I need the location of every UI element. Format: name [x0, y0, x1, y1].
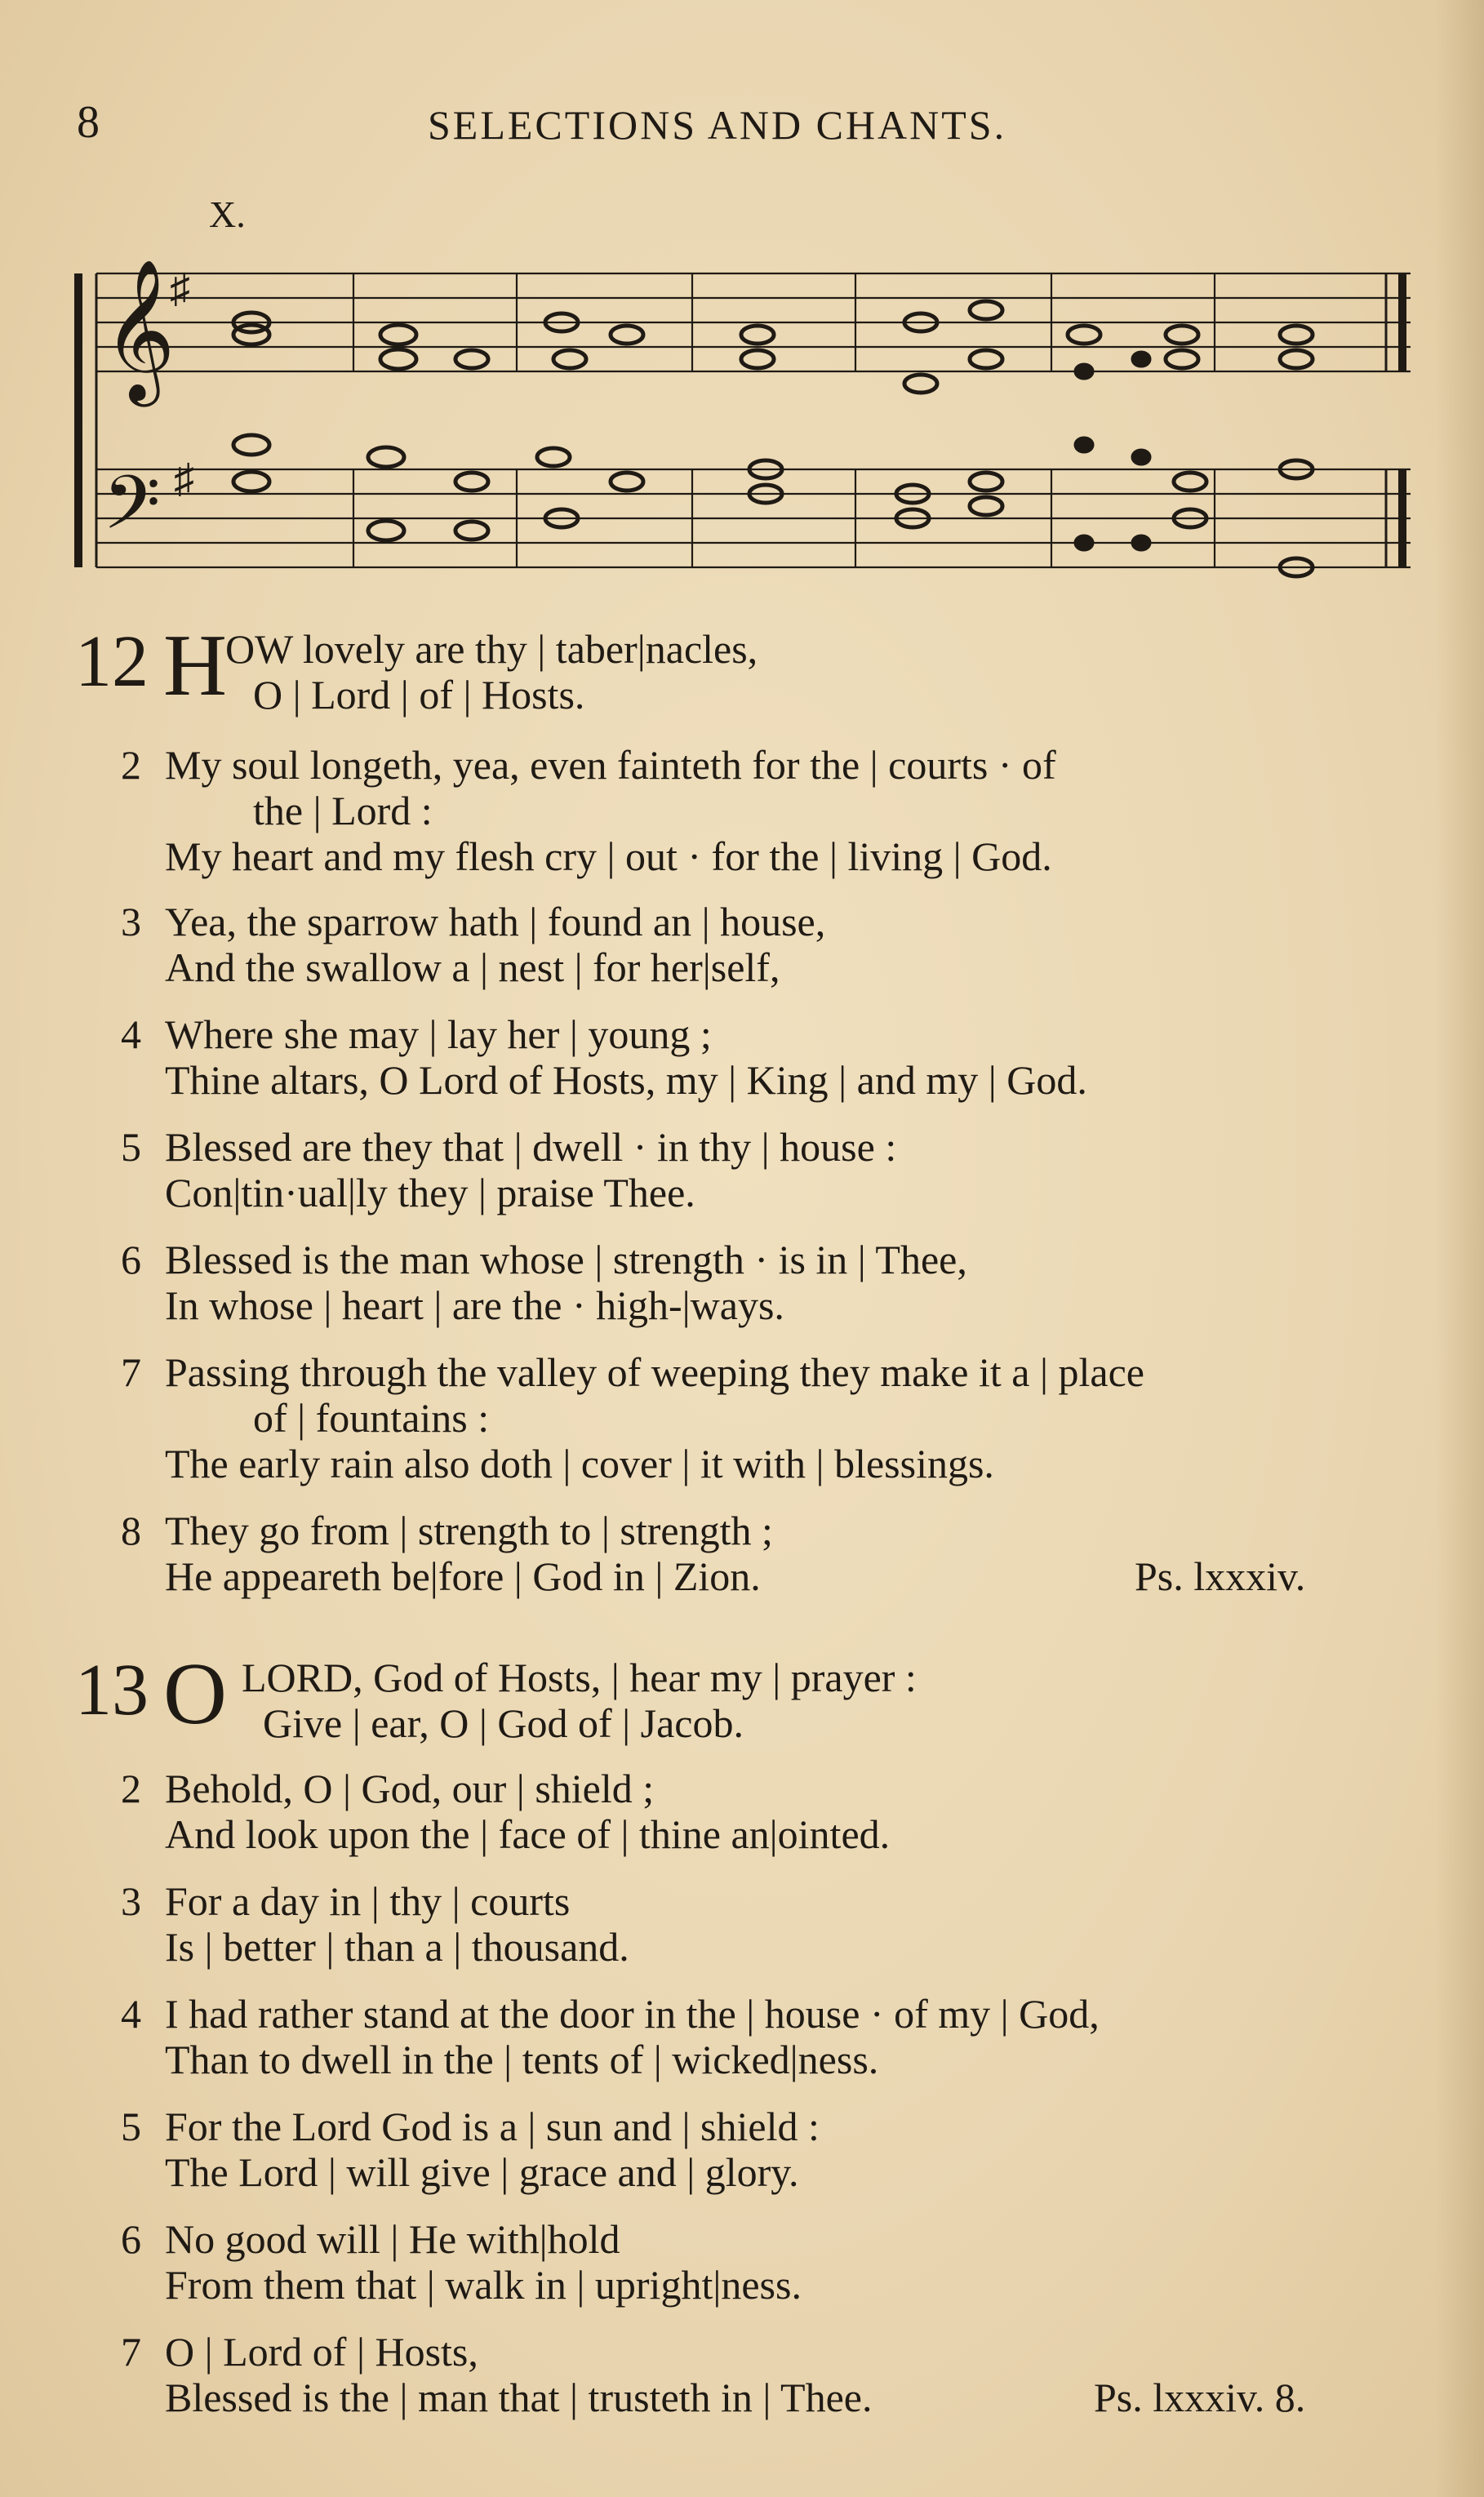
- drop-cap: O: [163, 1646, 227, 1743]
- svg-text:𝄞: 𝄞: [103, 259, 176, 401]
- svg-text:𝄢: 𝄢: [103, 460, 161, 564]
- verse-line: From them that | walk in | upright|ness.: [165, 2262, 802, 2308]
- verse-number: 5: [121, 1124, 141, 1170]
- psalm-number: 13: [75, 1650, 149, 1731]
- verse-number: 3: [121, 899, 141, 944]
- verse-line: LORD, God of Hosts, | hear my | prayer :: [242, 1655, 917, 1700]
- chant-music-score: [72, 233, 1419, 584]
- scripture-reference: Ps. lxxxiv. 8.: [1094, 2375, 1306, 2420]
- verse-line: Where she may | lay her | young ;: [165, 1011, 712, 1057]
- verse-number: 2: [121, 1766, 141, 1811]
- verse-number: 4: [121, 1991, 141, 2037]
- verse-line: My heart and my flesh cry | out · for the | living | God.: [165, 833, 1052, 879]
- verse-line: My soul longeth, yea, even fainteth for the | courts · of: [165, 742, 1056, 788]
- verse-line: In whose | heart | are the · high-|ways.: [165, 1282, 784, 1328]
- verse-line: OW lovely are thy | taber|nacles,: [225, 626, 758, 672]
- verse-line: of | fountains :: [253, 1395, 490, 1441]
- verse-line: Con|tin·ual|ly they | praise Thee.: [165, 1170, 695, 1215]
- verse-number: 6: [121, 1237, 141, 1282]
- verse-number: 8: [121, 1508, 141, 1553]
- psalm-number: 12: [75, 621, 149, 702]
- verse-line: Than to dwell in the | tents of | wicked|ness.: [165, 2037, 879, 2082]
- verse-number: 2: [121, 742, 141, 788]
- verse-line: Behold, O | God, our | shield ;: [165, 1766, 655, 1811]
- page-header: [77, 96, 1415, 153]
- verse-line: I had rather stand at the door in the | house · of my | God,: [165, 1991, 1100, 2037]
- verse-line: Blessed are they that | dwell · in thy | house :: [165, 1124, 897, 1170]
- verse-line: Yea, the sparrow hath | found an | house,: [165, 899, 826, 944]
- verse-line: And look upon the | face of | thine an|ointed.: [165, 1811, 891, 1857]
- verse-line: For the Lord God is a | sun and | shield :: [165, 2104, 820, 2149]
- verse-line: Thine altars, O Lord of Hosts, my | King | and my | God.: [165, 1057, 1087, 1103]
- verse-line: The early rain also doth | cover | it with | blessings.: [165, 1441, 994, 1486]
- page-edge-shadow: [1435, 0, 1484, 2497]
- verse-number: 7: [121, 1349, 141, 1395]
- verse-line: And the swallow a | nest | for her|self,: [165, 944, 780, 990]
- verse-number: 3: [121, 1878, 141, 1924]
- verse-number: 7: [121, 2329, 141, 2375]
- verse-line: No good will | He with|hold: [165, 2216, 620, 2262]
- verse-line: Passing through the valley of weeping they make it a | place: [165, 1349, 1144, 1395]
- verse-number: 6: [121, 2216, 141, 2262]
- verse-line: The Lord | will give | grace and | glory.: [165, 2149, 799, 2195]
- tune-label: X.: [209, 193, 246, 235]
- verse-line: Is | better | than a | thousand.: [165, 1924, 629, 1970]
- verse-line: For a day in | thy | courts: [165, 1878, 571, 1924]
- verse-line: Give | ear, O | God of | Jacob.: [263, 1700, 744, 1746]
- page-number: 8: [77, 97, 100, 148]
- svg-text:♯: ♯: [170, 265, 190, 311]
- verse-number: 4: [121, 1011, 141, 1057]
- drop-cap: H: [163, 617, 227, 714]
- running-title: SELECTIONS AND CHANTS.: [428, 102, 1007, 148]
- scripture-reference: Ps. lxxxiv.: [1135, 1553, 1306, 1599]
- verse-number: 5: [121, 2104, 141, 2149]
- verse-line: O | Lord | of | Hosts.: [253, 672, 585, 718]
- verse-line: Blessed is the | man that | trusteth in | Thee.: [165, 2375, 873, 2420]
- verse-line: O | Lord of | Hosts,: [165, 2329, 478, 2375]
- svg-text:♯: ♯: [174, 455, 194, 501]
- verse-line: the | Lord :: [253, 788, 433, 833]
- verse-line: Blessed is the man whose | strength · is in | Thee,: [165, 1237, 967, 1282]
- verse-line: They go from | strength to | strength ;: [165, 1508, 773, 1553]
- verse-line: He appeareth be|fore | God in | Zion.: [165, 1553, 761, 1599]
